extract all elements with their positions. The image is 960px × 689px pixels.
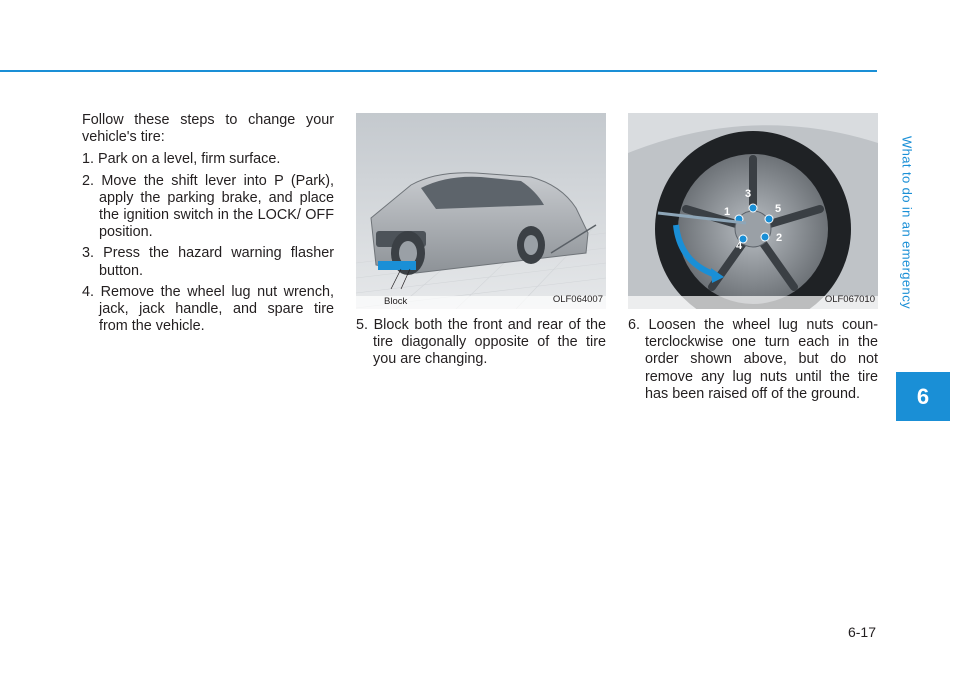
step-number: 1.	[82, 151, 95, 168]
step-number: 5.	[356, 317, 369, 333]
step-number: 4.	[82, 283, 95, 300]
car-block-illustration	[356, 113, 606, 309]
step-text: Block both the front and rear of the tire diagonally opposite of the tire you are changing.	[373, 317, 607, 368]
column-left	[82, 112, 334, 339]
nut-label-1: 1	[724, 206, 731, 218]
car-block-photo	[356, 113, 606, 309]
lug-nut-3	[749, 204, 757, 212]
step-5	[356, 317, 606, 369]
page-number: 6-17	[847, 624, 876, 640]
step-4	[82, 284, 334, 336]
block-label: Block	[384, 296, 408, 307]
section-title: What to do in an emergency	[899, 135, 915, 309]
step-text: Loosen the wheel lug nuts coun- terclockwise one turn each in the order shown above, but do not remove any lug nuts until the tire has been raised off of the ground.	[645, 317, 878, 402]
header-rule	[0, 70, 877, 72]
lug-nut-2	[761, 233, 769, 241]
intro-text: Follow these steps to change your vehicle's tire:	[82, 112, 334, 146]
step-6	[628, 317, 878, 403]
wheel-lug-illustration	[628, 113, 878, 309]
nut-label-3: 3	[745, 188, 752, 200]
step-2	[82, 173, 334, 242]
nut-label-5: 5	[775, 203, 782, 215]
nut-label-2: 2	[776, 232, 783, 244]
step-text: Park on a level, firm surface.	[98, 151, 281, 168]
step-text: Move the shift lever into P (Park), apply the parking brake, and place the ignition switch in the LOCK/ OFF position.	[99, 172, 334, 241]
wheel-lug-photo	[628, 113, 878, 309]
step-number: 6.	[628, 317, 641, 333]
step-text: Remove the wheel lug nut wrench, jack, jack handle, and spare tire from the vehicle.	[99, 283, 335, 335]
column-right	[628, 113, 878, 407]
figure-code: OLF067010	[824, 293, 875, 305]
step-number: 3.	[82, 245, 95, 262]
step-number: 2.	[82, 172, 95, 189]
step-1	[82, 151, 334, 168]
step-3	[82, 245, 334, 279]
nut-label-4: 4	[736, 240, 743, 252]
step-text: Press the hazard warning flasher button.	[99, 245, 334, 279]
column-middle	[356, 113, 606, 373]
chapter-tab[interactable]: 6	[896, 372, 950, 421]
lug-nut-5	[765, 215, 773, 223]
figure-code: OLF064007	[552, 293, 603, 305]
